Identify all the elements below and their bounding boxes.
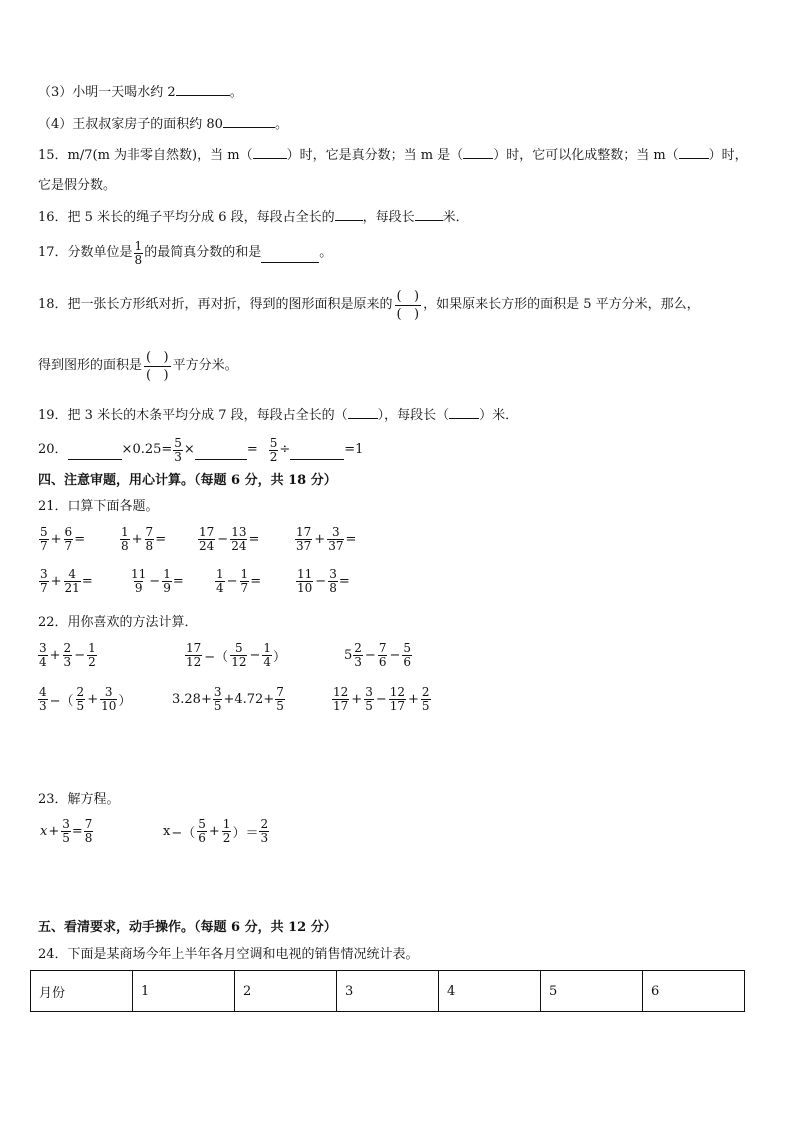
- answer-blank[interactable]: [253, 146, 287, 159]
- q19-line: 19．把 3 米长的木条平均分成 7 段，每段占全长的（ ），每段长（ ）米．: [38, 408, 519, 423]
- equation-1: x + $\frac{3}{5}$ = $\frac{7}{8}$: [40, 817, 93, 845]
- table-cell: 1: [133, 971, 235, 1012]
- oral-calc-4: $\frac{17}{37}$ + $\frac{3}{37}$ =: [296, 525, 357, 553]
- table-cell: 6: [643, 971, 745, 1012]
- q22-title: 22．用你喜欢的方法计算．: [38, 615, 198, 630]
- answer-blank[interactable]: [335, 208, 363, 221]
- oral-calc-6: $\frac{11}{9}$ − $\frac{1}{9}$ =: [131, 567, 184, 595]
- q24-title: 24．下面是某商场今年上半年各月空调和电视的销售情况统计表。: [38, 947, 419, 962]
- answer-blank[interactable]: [463, 146, 493, 159]
- calc-expr-5: 3.28+ $\frac{3}{5}$ +4.72+ $\frac{7}{5}$: [172, 685, 284, 713]
- table-cell: 4: [439, 971, 541, 1012]
- q21-title: 21．口算下面各题。: [38, 499, 159, 514]
- q23-title: 23．解方程。: [38, 792, 120, 807]
- answer-blank[interactable]: [195, 447, 247, 460]
- answer-blank[interactable]: [348, 406, 378, 419]
- calc-expr-4: $\frac{4}{3}$ −（ $\frac{2}{5}$ + $\frac{3}{10}$ ）: [39, 685, 132, 713]
- answer-blank[interactable]: [68, 447, 122, 460]
- table-cell: 5: [541, 971, 643, 1012]
- q14-4-line: （4）王叔叔家房子的面积约 80 。: [38, 117, 288, 132]
- q15-line-1: 15．m/7(m 为非零自然数)，当 m（ ）时，它是真分数；当 m 是（ ）时，它可以化成整数；当 m（ ）时，: [38, 148, 748, 163]
- oral-calc-2: $\frac{1}{8}$ + $\frac{7}{8}$ =: [121, 525, 167, 553]
- q17-line: 17．分数单位是 $\frac{1}{8}$ 的最简真分数的和是 。: [38, 238, 333, 267]
- q20-line: 20． ×0.25= $\frac{5}{3}$ × = $\frac{5}{2}$ ÷ =1: [38, 435, 364, 464]
- table-cell: 2: [235, 971, 337, 1012]
- q18-line-1: 18．把一张长方形纸对折，再对折，得到的图形面积是原来的 ( ) ( ) ，如果原来长方形的面积是 5 平方分米，那么，: [38, 288, 700, 322]
- blank-fraction[interactable]: ( ) ( ): [146, 349, 169, 383]
- answer-blank[interactable]: [449, 406, 479, 419]
- table-header-cell: 月份: [31, 971, 133, 1012]
- calc-expr-1: $\frac{3}{4}$ + $\frac{2}{3}$ − $\frac{1}{2}$: [39, 641, 96, 669]
- q18-line-2: 得到图形的面积是 ( ) ( ) 平方分米。: [38, 349, 238, 383]
- q16-line: 16．把 5 米长的绳子平均分成 6 段，每段占全长的 ，每段长 米．: [38, 210, 469, 225]
- answer-blank[interactable]: [290, 447, 344, 460]
- q15-line-2: 它是假分数。: [38, 178, 117, 193]
- equation-2: x −（ $\frac{5}{6}$ + $\frac{1}{2}$ ）＝ $\frac{2}{3}$: [163, 817, 269, 845]
- oral-calc-7: $\frac{1}{4}$ − $\frac{1}{7}$ =: [216, 567, 262, 595]
- answer-blank[interactable]: [223, 115, 275, 128]
- fraction: $\frac{5}{2}$: [269, 435, 278, 464]
- calc-expr-2: $\frac{17}{12}$ −（ $\frac{5}{12}$ − $\frac{1}{4}$ ）: [186, 641, 287, 669]
- answer-blank[interactable]: [176, 83, 230, 96]
- calc-expr-3: 5 $\frac{2}{3}$ − $\frac{7}{6}$ − $\frac{5}{6}$: [344, 641, 412, 669]
- answer-blank[interactable]: [415, 208, 443, 221]
- answer-blank[interactable]: [261, 250, 319, 263]
- calc-expr-6: $\frac{12}{17}$ + $\frac{3}{5}$ − $\frac{12}{17}$ + $\frac{2}{5}$: [333, 685, 430, 713]
- table-cell: 3: [337, 971, 439, 1012]
- oral-calc-3: $\frac{17}{24}$ − $\frac{13}{24}$ =: [199, 525, 260, 553]
- fraction: $\frac{5}{3}$: [174, 435, 182, 464]
- oral-calc-8: $\frac{11}{10}$ − $\frac{3}{8}$ =: [297, 567, 350, 595]
- section-5-heading: 五、看清要求，动手操作。（每题 6 分，共 12 分）: [38, 920, 337, 935]
- oral-calc-1: $\frac{5}{7}$ + $\frac{6}{7}$ =: [40, 525, 86, 553]
- section-4-heading: 四、注意审题，用心计算。（每题 6 分，共 18 分）: [38, 473, 337, 488]
- answer-blank[interactable]: [679, 146, 709, 159]
- sales-table: [30, 970, 745, 1012]
- table-row: [31, 971, 745, 1012]
- fraction: $\frac{1}{8}$: [134, 238, 143, 267]
- oral-calc-5: $\frac{3}{7}$ + $\frac{4}{21}$ =: [40, 567, 93, 595]
- blank-fraction[interactable]: ( ) ( ): [396, 288, 420, 322]
- q14-3-line: （3）小明一天喝水约 2 。: [38, 85, 243, 100]
